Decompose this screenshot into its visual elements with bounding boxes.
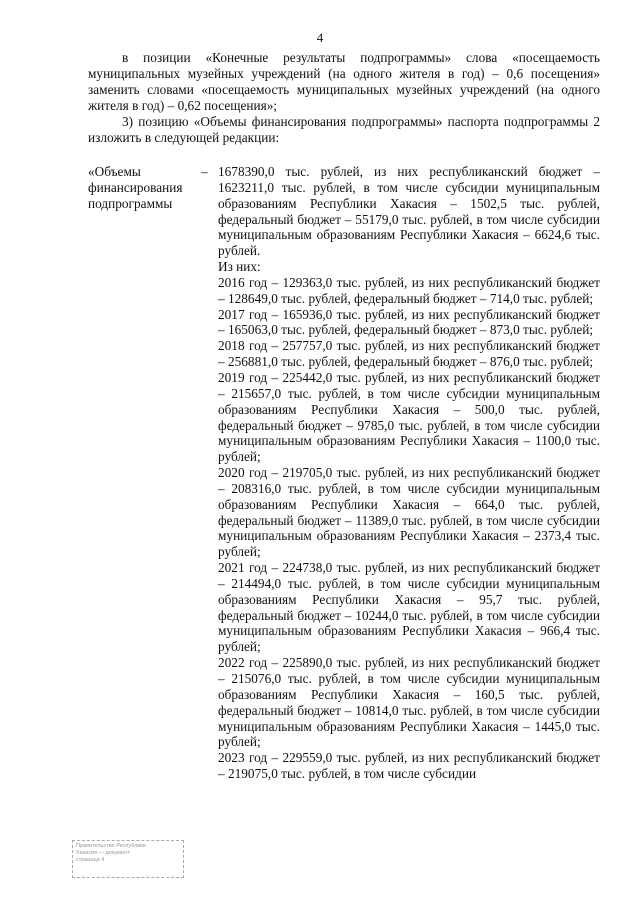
table-left-label: «Объемы финансирования подпрограммы — [88, 164, 183, 211]
funding-year-2017: 2017 год – 165936,0 тыс. рублей, из них республиканский бюджет – 165063,0 тыс. рублей, федеральный бюджет – 873,0 тыс. рублей; — [218, 306, 600, 338]
stamp-line: страница 4 — [76, 857, 105, 863]
funding-total-paragraph: 1678390,0 тыс. рублей, из них республиканский бюджет – 1623211,0 тыс. рублей, в том числе субсидии муниципальным образованиям Республики Хакасия – 1502,5 тыс. рублей, федеральный бюджет – 55179,0 тыс. рублей, в том числе субсидии муниципальным образованиям Республики Хакасия – 6624,6 тыс. рублей. — [218, 164, 600, 259]
stamp-line: Хакасия — документ — [76, 850, 130, 856]
funding-year-2019: 2019 год – 225442,0 тыс. рублей, из них республиканский бюджет – 215657,0 тыс. рублей, в том числе субсидии муниципальным образованиям Республики Хакасия – 500,0 тыс. рублей, федеральный бюджет – 9785,0 тыс. рублей, в том числе субсидии муниципальным образованиям Республики Хакасия – 1100,0 тыс. рублей; — [218, 369, 600, 465]
table-right-content — [218, 164, 600, 782]
funding-year-2018: 2018 год – 257757,0 тыс. рублей, из них республиканский бюджет – 256881,0 тыс. рублей, федеральный бюджет – 876,0 тыс. рублей; — [218, 338, 600, 370]
funding-year-2020: 2020 год – 219705,0 тыс. рублей, из них республиканский бюджет – 208316,0 тыс. рублей, в том числе субсидии муниципальным образованиям Республики Хакасия – 664,0 тыс. рублей, федеральный бюджет – 11389,0 тыс. рублей, в том числе субсидии муниципальным образованиям Республики Хакасия – 2373,4 тыс. рублей; — [218, 465, 600, 560]
table-dash: – — [201, 164, 208, 179]
funding-of-them-label: Из них: — [218, 259, 261, 275]
funding-year-2023: 2023 год – 229559,0 тыс. рублей, из них республиканский бюджет – 219075,0 тыс. рублей, в том числе субсидии — [218, 750, 600, 782]
funding-year-2021: 2021 год – 224738,0 тыс. рублей, из них республиканский бюджет – 214494,0 тыс. рублей, в том числе субсидии муниципальным образованиям Республики Хакасия – 95,7 тыс. рублей, федеральный бюджет – 10244,0 тыс. рублей, в том числе субсидии муниципальным образованиям Республики Хакасия – 966,4 тыс. рублей; — [218, 560, 600, 655]
page-number: 4 — [316, 30, 324, 45]
intro-text — [88, 50, 600, 146]
funding-year-2022: 2022 год – 225890,0 тыс. рублей, из них республиканский бюджет – 215076,0 тыс. рублей, в том числе субсидии муниципальным образованиям Республики Хакасия – 160,5 тыс. рублей, федеральный бюджет – 10814,0 тыс. рублей, в том числе субсидии муниципальным образованиям Республики Хакасия – 1445,0 тыс. рублей; — [218, 655, 600, 750]
stamp-line: Правительство Республики — [76, 843, 146, 849]
intro-paragraph-1: в позиции «Конечные результаты подпрограммы» слова «посещаемость муниципальных музейных учреждений (на одного жителя в год) – 0,6 посещения» заменить словами «посещаемость муниципальных музейных учреждений (на одного жителя в год) – 0,62 посещения»; — [88, 50, 600, 113]
document-stamp — [72, 840, 184, 878]
intro-paragraph-2: 3) позицию «Объемы финансирования подпрограммы» паспорта подпрограммы 2 изложить в следующей редакции: — [88, 114, 600, 145]
funding-year-2016: 2016 год – 129363,0 тыс. рублей, из них республиканский бюджет – 128649,0 тыс. рублей, федеральный бюджет – 714,0 тыс. рублей; — [218, 274, 600, 306]
